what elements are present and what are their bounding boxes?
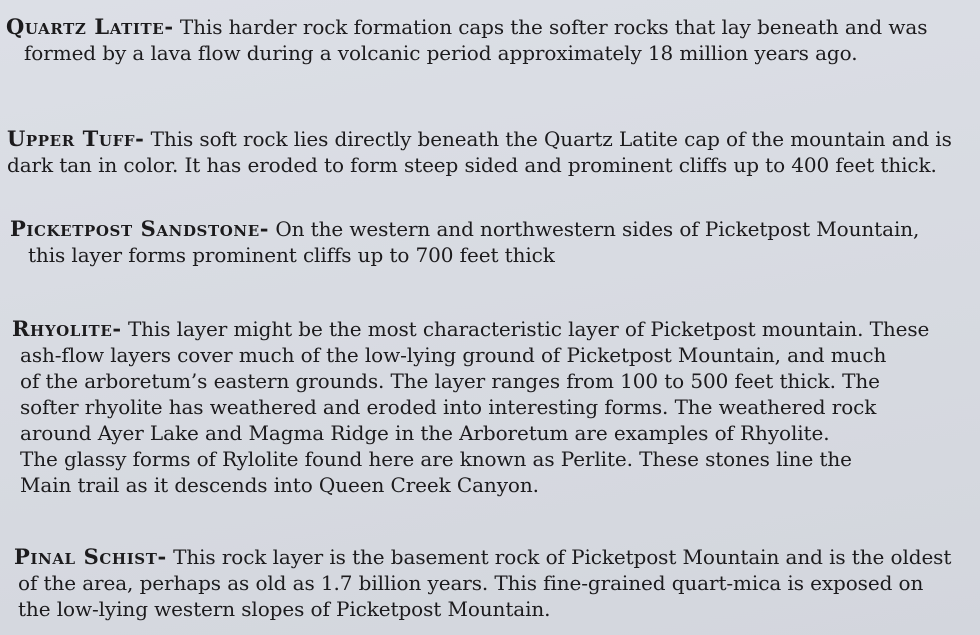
description-line: formed by a lava flow during a volcanic period approximately 18 million years ago. [24,41,858,65]
entry-picketpost-sandstone [10,216,919,268]
entry-upper-tuff [7,126,952,178]
entry-rhyolite [12,316,929,498]
entry-first-line [12,316,929,342]
entry-quartz-latite [6,14,927,66]
entry-pinal-schist [14,544,951,622]
description-text: This soft rock lies directly beneath the Quartz Latite cap of the mountain and is [144,127,952,151]
term-label: Picketpost Sandstone- [10,216,270,241]
description-line: this layer forms prominent cliffs up to 700 feet thick [28,243,555,267]
description-line: around Ayer Lake and Magma Ridge in the Arboretum are examples of Rhyolite. [20,421,830,445]
term-label: Upper Tuff- [7,126,145,151]
entry-first-line [10,216,919,242]
description-line: dark tan in color. It has eroded to form steep sided and prominent cliffs up to 400 feet thick. [7,153,937,177]
description-line: of the arboretum’s eastern grounds. The layer ranges from 100 to 500 feet thick. The [20,369,880,393]
description-line: The glassy forms of Rylolite found here are known as Perlite. These stones line the [20,447,852,471]
entry-first-line [7,126,952,152]
term-label: Pinal Schist- [14,544,167,569]
description-text: This rock layer is the basement rock of Picketpost Mountain and is the oldest [166,545,952,569]
description-line: of the area, perhaps as old as 1.7 billion years. This fine-grained quart-mica is exposed on [18,571,924,595]
entry-first-line [6,14,927,40]
description-text: On the western and northwestern sides of Picketpost Mountain, [269,217,920,241]
description-line: the low-lying western slopes of Picketpost Mountain. [18,597,551,621]
description-text: This layer might be the most characteristic layer of Picketpost mountain. These [121,317,930,341]
entry-first-line [14,544,951,570]
term-label: Rhyolite- [12,316,122,341]
term-label: Quartz Latite- [6,14,174,39]
description-text: This harder rock formation caps the softer rocks that lay beneath and was [173,15,928,39]
description-line: ash-flow layers cover much of the low-lying ground of Picketpost Mountain, and much [20,343,887,367]
description-line: softer rhyolite has weathered and eroded into interesting forms. The weathered rock [20,395,877,419]
description-line: Main trail as it descends into Queen Creek Canyon. [20,473,539,497]
